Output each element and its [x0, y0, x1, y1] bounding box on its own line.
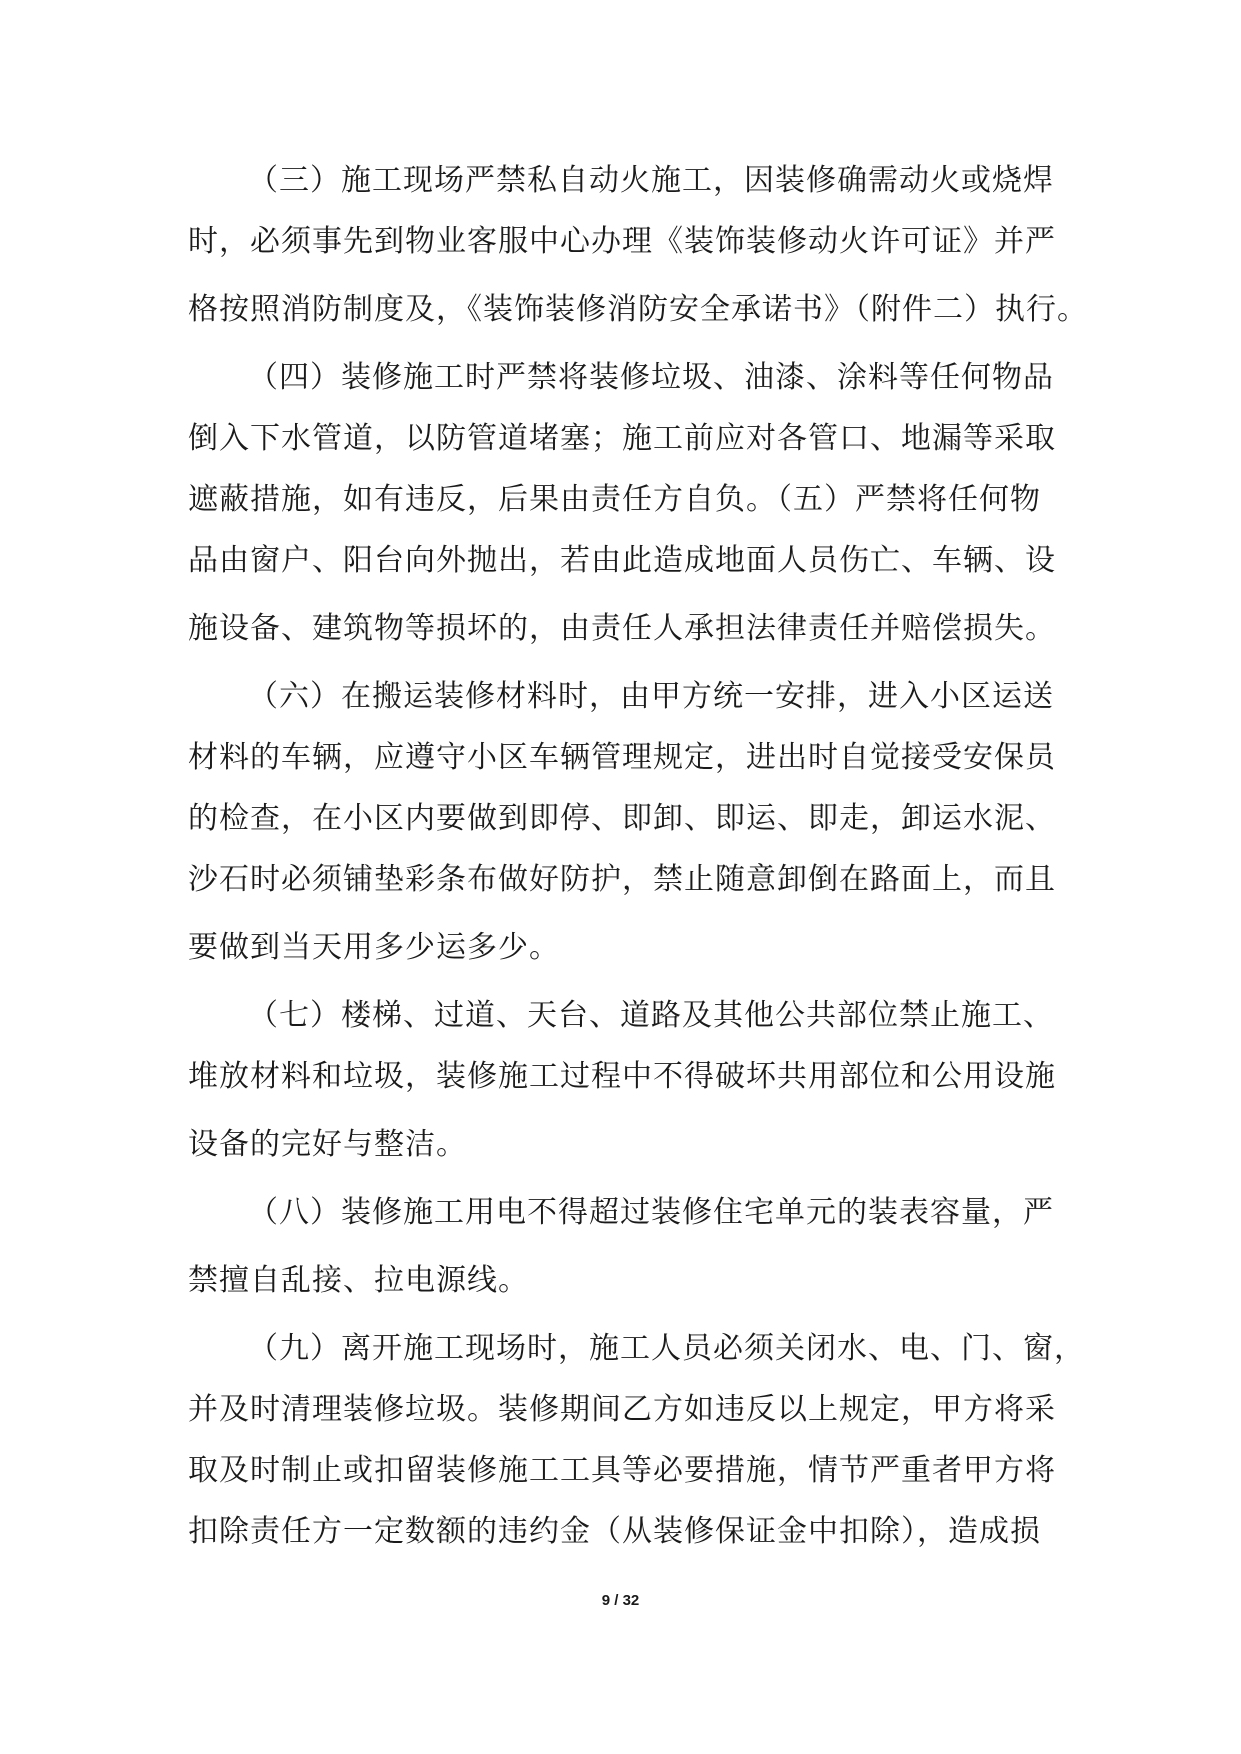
paragraph-line: 沙石时必须铺垫彩条布做好防护，禁止随意卸倒在路面上，而且 [188, 862, 1056, 897]
paragraph-line: （六）在搬运装修材料时，由甲方统一安排，进入小区运送 [248, 679, 1054, 714]
paragraph-line: （七）楼梯、过道、天台、道路及其他公共部位禁止施工、 [248, 998, 1054, 1033]
paragraph-line: （八）装修施工用电不得超过装修住宅单元的装表容量，严 [248, 1195, 1054, 1230]
paragraph-line: 施设备、建筑物等损坏的，由责任人承担法律责任并赔偿损失。 [188, 611, 1056, 646]
paragraph-line: 禁擅自乱接、拉电源线。 [188, 1263, 529, 1298]
paragraph-line: （三）施工现场严禁私自动火施工，因装修确需动火或烧焊 [248, 163, 1054, 198]
page-number: 9 / 32 [601, 1592, 640, 1609]
paragraph-line: 设备的完好与整洁。 [188, 1127, 467, 1162]
paragraph-line: （四）装修施工时严禁将装修垃圾、油漆、涂料等任何物品 [248, 360, 1054, 395]
paragraph-line: 堆放材料和垃圾，装修施工过程中不得破坏共用部位和公用设施 [188, 1059, 1056, 1094]
paragraph-line: 扣除责任方一定数额的违约金（从装修保证金中扣除），造成损 [188, 1514, 1041, 1549]
paragraph-line: （九）离开施工现场时，施工人员必须关闭水、电、门、窗， [248, 1331, 1085, 1366]
body-text [188, 150, 1088, 1562]
paragraph-line: 遮蔽措施，如有违反，后果由责任方自负。（五）严禁将任何物 [188, 482, 1041, 517]
paragraph-line: 材料的车辆，应遵守小区车辆管理规定，进出时自觉接受安保员 [188, 740, 1056, 775]
paragraph-line: 时，必须事先到物业客服中心办理《装饰装修动火许可证》并严 [188, 224, 1056, 259]
paragraph-line: 倒入下水管道，以防管道堵塞；施工前应对各管口、地漏等采取 [188, 421, 1056, 456]
paragraph-line: 并及时清理装修垃圾。装修期间乙方如违反以上规定，甲方将采 [188, 1392, 1056, 1427]
paragraph-line: 格按照消防制度及，《装饰装修消防安全承诺书》（附件二）执行。 [188, 292, 1088, 327]
paragraph-line: 要做到当天用多少运多少。 [188, 930, 560, 965]
paragraph-line: 取及时制止或扣留装修施工工具等必要措施，情节严重者甲方将 [188, 1453, 1056, 1488]
paragraph-line: 的检查，在小区内要做到即停、即卸、即运、即走，卸运水泥、 [188, 801, 1056, 836]
paragraph-line: 品由窗户、阳台向外抛出，若由此造成地面人员伤亡、车辆、设 [188, 543, 1056, 578]
